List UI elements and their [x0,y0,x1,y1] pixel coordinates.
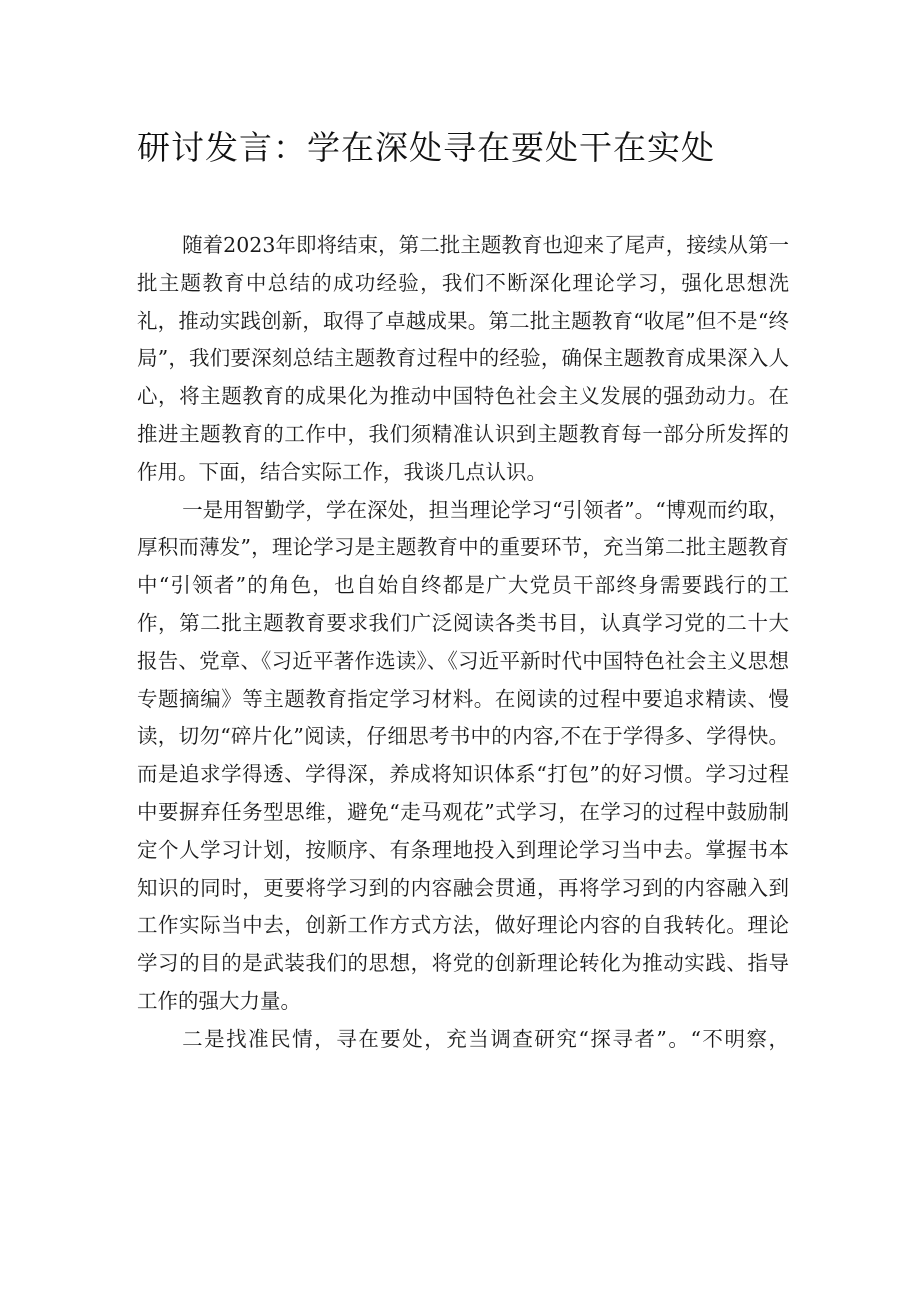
paragraph-point-one: 一是用智勤学，学在深处，担当理论学习“引领者”。“博观而约取，厚积而薄发”，理论学习是主题教育中的重要环节，充当第二批主题教育中“引领者”的角色，也自始自终都是广大党员干部终身需要践行的工作，第二批主题教育要求我们广泛阅读各类书目，认真学习党的二十大报告、党章、《习近平著作选读》、《习近平新时代中国特色社会主义思想专题摘编》等主题教育指定学习材料。在阅读的过程中要追求精读、慢读，切勿“碎片化”阅读，仔细思考书中的内容,不在于学得多、学得快。而是追求学得透、学得深，养成将知识体系“打包”的好习惯。学习过程中要摒弃任务型思维，避免“走马观花”式学习，在学习的过程中鼓励制定个人学习计划，按顺序、有条理地投入到理论学习当中去。掌握书本知识的同时，更要将学习到的内容融会贯通，再将学习到的内容融入到工作实际当中去，创新工作方式方法，做好理论内容的自我转化。理论学习的目的是武装我们的思想，将党的创新理论转化为推动实践、指导工作的强大力量。 [137,497,789,1013]
document-body [137,227,789,1059]
document-title: 研讨发言：学在深处寻在要处干在实处 [137,128,715,167]
paragraph-intro: 随着2023年即将结束，第二批主题教育也迎来了尾声，接续从第一批主题教育中总结的成功经验，我们不断深化理论学习，强化思想洗礼，推动实践创新，取得了卓越成果。第二批主题教育“收尾”但不是“终局”，我们要深刻总结主题教育过程中的经验，确保主题教育成果深入人心，将主题教育的成果化为推动中国特色社会主义发展的强劲动力。在推进主题教育的工作中，我们须精准认识到主题教育每一部分所发挥的作用。下面，结合实际工作，我谈几点认识。 [137,233,789,484]
paragraph-point-two: 二是找准民情，寻在要处，充当调查研究“探寻者”。“不明察， [182,1026,789,1051]
